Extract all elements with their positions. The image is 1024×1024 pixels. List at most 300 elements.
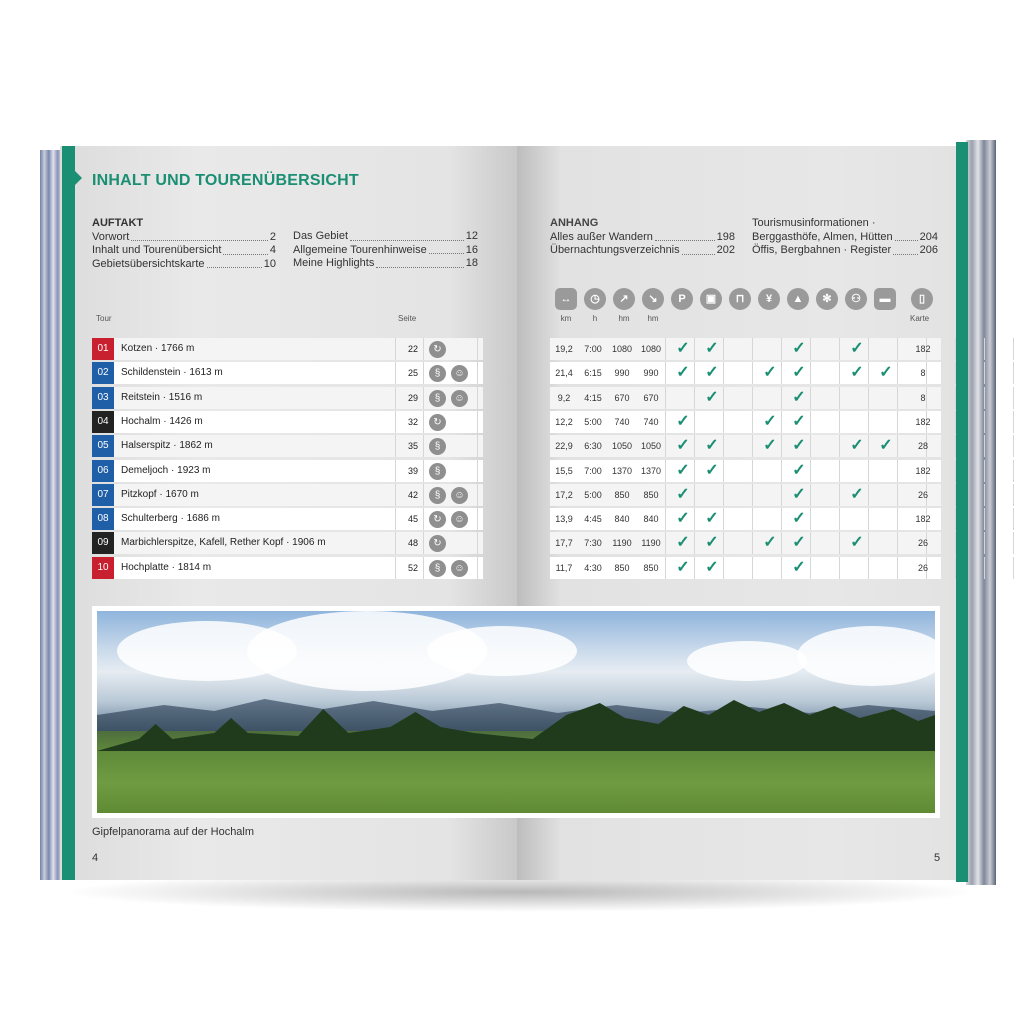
one-way-route-icon: §: [429, 463, 446, 480]
separator: [868, 508, 869, 530]
tour-row-data: [550, 435, 941, 457]
separator: [477, 460, 478, 482]
tour-number-badge: 04: [92, 411, 114, 433]
separator: [781, 557, 782, 579]
ascent-value: 1080: [611, 344, 633, 354]
duration-value: 5:00: [584, 489, 602, 500]
toc-auftakt: [92, 217, 276, 271]
descent-value: 1050: [640, 441, 662, 452]
tour-name: Reitstein · 1516 m: [121, 391, 203, 403]
separator: [897, 387, 898, 409]
page-title: INHALT UND TOURENÜBERSICHT: [92, 172, 359, 189]
separator: [665, 557, 666, 579]
separator: [395, 532, 396, 554]
separator: [752, 387, 753, 409]
separator: [723, 411, 724, 433]
tour-row: [92, 362, 483, 384]
map-icon: ▯: [911, 288, 933, 310]
separator: [781, 508, 782, 530]
check-icon: ✓: [850, 364, 864, 382]
tour-page: 42: [407, 489, 418, 500]
separator: [665, 508, 666, 530]
bike-icon: ⚇: [845, 288, 867, 310]
separator: [1013, 387, 1014, 409]
ascent-value: 1190: [612, 538, 632, 549]
separator: [897, 338, 898, 360]
page-number-right: 5: [934, 852, 941, 864]
toc-entry-title: Alles außer Wandern: [550, 230, 653, 243]
separator: [984, 508, 985, 530]
one-way-route-icon: §: [429, 390, 446, 407]
tour-row: [92, 338, 483, 360]
toc-heading: Tourismusinformationen ·: [752, 217, 876, 229]
tour-row-data: [550, 484, 941, 506]
separator: [752, 532, 753, 554]
toc-auftakt-col2: [293, 230, 478, 271]
separator: [752, 338, 753, 360]
toc-dots: [655, 231, 715, 242]
check-icon: ✓: [705, 437, 719, 455]
restaurant-icon: ¥: [758, 288, 780, 310]
toc-entry-page: 204: [919, 230, 938, 243]
tour-row-data: [550, 411, 941, 433]
ascent-icon: ↗: [613, 288, 635, 310]
toc-entry-page: 10: [263, 257, 276, 270]
separator: [423, 484, 424, 506]
check-icon: ✓: [792, 388, 806, 406]
separator: [955, 387, 956, 409]
check-icon: ✓: [763, 437, 777, 455]
separator: [395, 411, 396, 433]
ascent-value: 1050: [611, 441, 633, 452]
toc-entry: [92, 231, 276, 245]
map-number: 182: [915, 416, 931, 427]
separator: [752, 484, 753, 506]
toc-entry-page: 12: [465, 230, 478, 242]
tour-name: Hochplatte · 1814 m: [121, 561, 212, 573]
separator: [868, 411, 869, 433]
kids-icon: ☺: [451, 365, 468, 382]
check-icon: ✓: [792, 510, 806, 528]
check-icon: ✓: [850, 534, 864, 552]
panorama-photo: [92, 606, 940, 818]
map-number: 182: [915, 465, 931, 476]
book-edge-left: [40, 150, 62, 880]
separator: [984, 362, 985, 384]
tour-page: 25: [407, 368, 418, 379]
kids-icon: ☺: [451, 560, 468, 577]
separator: [665, 484, 666, 506]
separator: [955, 484, 956, 506]
km-value: 21,4: [555, 368, 573, 379]
km-value: 15,5: [555, 465, 573, 476]
unit-label: h: [592, 314, 598, 323]
loop-route-icon: ↻: [429, 511, 446, 528]
separator: [781, 460, 782, 482]
separator: [984, 387, 985, 409]
separator: [839, 338, 840, 360]
separator: [423, 435, 424, 457]
clock-icon: ◷: [584, 288, 606, 310]
separator: [752, 411, 753, 433]
tour-page: 32: [407, 416, 418, 427]
toc-dots: [131, 231, 268, 242]
duration-value: 7:00: [584, 344, 602, 354]
separator: [955, 557, 956, 579]
separator: [781, 338, 782, 360]
check-icon: ✓: [676, 340, 690, 357]
toc-dots: [429, 244, 464, 255]
separator: [955, 508, 956, 530]
tour-number-badge: 10: [92, 557, 114, 579]
map-number: 8: [920, 392, 926, 403]
separator: [955, 532, 956, 554]
toc-entry: [752, 231, 938, 245]
separator: [395, 484, 396, 506]
separator: [477, 508, 478, 530]
toc-dots: [682, 244, 715, 255]
check-icon: ✓: [676, 461, 690, 479]
toc-entry-title: Inhalt und Tourenübersicht: [92, 244, 222, 256]
unit-label: hm: [618, 314, 630, 323]
check-icon: ✓: [763, 412, 777, 430]
check-icon: ✓: [792, 534, 806, 552]
separator: [897, 532, 898, 554]
toc-dots: [223, 244, 267, 255]
separator: [423, 338, 424, 360]
tour-row-data: [550, 508, 941, 530]
check-icon: ✓: [879, 364, 893, 382]
km-value: 22,9: [555, 441, 573, 452]
toc-entry-title: Allgemeine Tourenhinweise: [293, 243, 427, 256]
tour-name: Hochalm · 1426 m: [121, 415, 203, 427]
col-tour-header: Tour: [96, 314, 112, 323]
tour-number-badge: 08: [92, 508, 114, 530]
tour-page: 52: [407, 562, 418, 573]
separator: [839, 435, 840, 457]
separator: [868, 387, 869, 409]
separator: [897, 411, 898, 433]
tour-row: [92, 484, 483, 506]
toc-entry-page: 206: [919, 244, 938, 256]
tour-number-badge: 05: [92, 435, 114, 457]
map-number: 28: [917, 441, 928, 452]
accent-bar-left: [62, 146, 75, 880]
accent-bar-right: [956, 142, 968, 882]
separator: [984, 460, 985, 482]
separator: [1013, 508, 1014, 530]
toc-tourism: [752, 217, 938, 258]
km-value: 17,2: [555, 489, 573, 500]
unit-label: hm: [647, 314, 659, 323]
descent-value: 1190: [641, 538, 661, 549]
separator: [665, 338, 666, 360]
tour-row-data: [550, 460, 941, 482]
toc-dots: [376, 257, 463, 268]
separator: [477, 411, 478, 433]
check-icon: ✓: [850, 340, 864, 357]
parking-icon: P: [671, 288, 693, 310]
map-number: 8: [920, 368, 926, 379]
check-icon: ✓: [705, 388, 719, 406]
toc-entry: [293, 257, 478, 271]
separator: [1013, 411, 1014, 433]
km-value: 17,7: [555, 538, 573, 549]
separator: [1013, 484, 1014, 506]
separator: [395, 508, 396, 530]
separator: [423, 557, 424, 579]
km-value: 11,7: [555, 562, 573, 573]
separator: [752, 557, 753, 579]
loop-route-icon: ↻: [429, 341, 446, 358]
separator: [839, 460, 840, 482]
separator: [752, 435, 753, 457]
separator: [839, 508, 840, 530]
separator: [752, 460, 753, 482]
one-way-route-icon: §: [429, 438, 446, 455]
tour-page: 39: [407, 465, 418, 476]
separator: [839, 532, 840, 554]
map-number: 26: [917, 562, 928, 573]
separator: [423, 411, 424, 433]
toc-heading: ANHANG: [550, 217, 599, 229]
separator: [752, 362, 753, 384]
loop-route-icon: ↻: [429, 535, 446, 552]
check-icon: ✓: [705, 558, 719, 576]
check-icon: ✓: [705, 364, 719, 382]
separator: [897, 557, 898, 579]
separator: [839, 362, 840, 384]
descent-value: 850: [643, 562, 659, 573]
separator: [423, 508, 424, 530]
toc-entry-title: Das Gebiet: [293, 230, 349, 242]
check-icon: ✓: [676, 510, 690, 528]
duration-value: 5:00: [584, 416, 602, 427]
ascent-value: 990: [614, 368, 630, 379]
toc-entry-page: 18: [465, 257, 478, 269]
check-icon: ✓: [792, 485, 806, 503]
check-icon: ✓: [850, 437, 864, 455]
tour-number-badge: 03: [92, 387, 114, 409]
separator: [868, 460, 869, 482]
duration-value: 4:45: [584, 514, 602, 525]
kids-icon: ☺: [451, 390, 468, 407]
separator: [477, 557, 478, 579]
separator: [395, 362, 396, 384]
separator: [665, 435, 666, 457]
tour-name: Pitzkopf · 1670 m: [121, 488, 199, 500]
separator: [477, 338, 478, 360]
separator: [723, 484, 724, 506]
tour-name: Schildenstein · 1613 m: [121, 367, 223, 379]
descent-value: 850: [643, 489, 659, 500]
toc-heading: AUFTAKT: [92, 217, 144, 229]
ascent-value: 740: [614, 416, 630, 427]
tour-number-badge: 01: [92, 338, 114, 360]
photo-caption: Gipfelpanorama auf der Hochalm: [92, 826, 255, 838]
check-icon: ✓: [676, 437, 690, 455]
tour-row: [92, 557, 483, 579]
separator: [897, 460, 898, 482]
tour-number-badge: 07: [92, 484, 114, 506]
km-value: 9,2: [557, 392, 571, 403]
separator: [1013, 435, 1014, 457]
separator: [395, 387, 396, 409]
ascent-value: 850: [614, 489, 630, 500]
toc-entry-title: Öffis, Bergbahnen · Register: [752, 244, 892, 256]
toc-entry-title: Vorwort: [92, 230, 130, 243]
toc-entry: [293, 244, 478, 258]
toc-entry-title: Gebietsübersichtskarte: [92, 257, 205, 270]
separator: [897, 508, 898, 530]
separator: [1013, 338, 1014, 360]
kids-icon: ☺: [451, 487, 468, 504]
toc-dots: [893, 244, 917, 255]
separator: [395, 460, 396, 482]
tour-page: 35: [407, 441, 418, 452]
separator: [395, 435, 396, 457]
separator: [984, 557, 985, 579]
separator: [955, 411, 956, 433]
map-number: 182: [915, 344, 931, 354]
separator: [395, 338, 396, 360]
toc-entry-page: 4: [269, 244, 276, 256]
toc-entry-page: 202: [716, 244, 735, 256]
check-icon: ✓: [879, 437, 893, 455]
separator: [1013, 532, 1014, 554]
check-icon: ✓: [705, 340, 719, 357]
tour-row-data: [550, 338, 941, 360]
check-icon: ✓: [792, 461, 806, 479]
separator: [477, 387, 478, 409]
tour-name: Marbichlerspitze, Kafell, Rether Kopf · 1906 m: [121, 537, 326, 549]
duration-value: 4:15: [584, 392, 602, 403]
tour-page: 22: [407, 344, 418, 354]
tour-row-data: [550, 362, 941, 384]
descent-value: 670: [643, 392, 659, 403]
separator: [423, 362, 424, 384]
toc-entry-title: Übernachtungsverzeichnis: [550, 244, 680, 256]
map-number: 26: [917, 538, 928, 549]
tour-row: [92, 532, 483, 554]
tour-page: 48: [407, 538, 418, 549]
tour-name: Schulterberg · 1686 m: [121, 513, 220, 525]
check-icon: ✓: [792, 558, 806, 576]
separator: [665, 362, 666, 384]
panorama-image: [97, 611, 935, 813]
tour-row: [92, 387, 483, 409]
descent-value: 840: [643, 514, 659, 525]
check-icon: ✓: [792, 364, 806, 382]
winter-icon: ✻: [816, 288, 838, 310]
toc-entry-title: Berggasthöfe, Almen, Hütten: [752, 230, 893, 243]
tour-row-data: [550, 532, 941, 554]
check-icon: ✓: [792, 437, 806, 455]
separator: [477, 362, 478, 384]
loop-route-icon: ↻: [429, 414, 446, 431]
separator: [984, 338, 985, 360]
toc-entry-page: 198: [716, 230, 735, 243]
duration-value: 6:15: [584, 368, 602, 379]
cablecar-icon: ⊓: [729, 288, 751, 310]
separator: [781, 387, 782, 409]
km-value: 13,9: [555, 514, 573, 525]
separator: [897, 484, 898, 506]
check-icon: ✓: [676, 534, 690, 552]
separator: [694, 387, 695, 409]
check-icon: ✓: [676, 558, 690, 576]
separator: [955, 435, 956, 457]
check-icon: ✓: [676, 364, 690, 382]
descent-value: 1370: [640, 465, 662, 476]
separator: [395, 557, 396, 579]
toc-anhang: [550, 217, 735, 258]
descent-value: 740: [643, 416, 659, 427]
toc-entry: [550, 231, 735, 245]
ascent-value: 850: [614, 562, 630, 573]
check-icon: ✓: [676, 412, 690, 430]
hut-icon: ▲: [787, 288, 809, 310]
tour-row: [92, 460, 483, 482]
separator: [868, 557, 869, 579]
separator: [752, 508, 753, 530]
descent-value: 990: [643, 368, 659, 379]
duration-value: 7:00: [584, 465, 602, 476]
separator: [839, 411, 840, 433]
separator: [423, 532, 424, 554]
tour-name: Halserspitz · 1862 m: [121, 440, 213, 452]
tour-page: 29: [407, 392, 418, 403]
separator: [839, 387, 840, 409]
tour-row-data: [550, 387, 941, 409]
duration-value: 6:30: [584, 441, 602, 452]
separator: [781, 484, 782, 506]
bus-icon: ▣: [700, 288, 722, 310]
separator: [984, 411, 985, 433]
distance-icon: ↔: [555, 288, 577, 310]
check-icon: ✓: [705, 461, 719, 479]
separator: [477, 435, 478, 457]
separator: [955, 338, 956, 360]
check-icon: ✓: [705, 534, 719, 552]
separator: [665, 532, 666, 554]
toc-entry: [550, 244, 735, 258]
tour-row: [92, 435, 483, 457]
km-value: 19,2: [555, 344, 573, 354]
train-icon: ▬: [874, 288, 896, 310]
check-icon: ✓: [763, 534, 777, 552]
one-way-route-icon: §: [429, 560, 446, 577]
ascent-value: 670: [614, 392, 630, 403]
separator: [984, 532, 985, 554]
col-karte-header: Karte: [910, 314, 930, 323]
toc-dots: [207, 258, 262, 269]
check-icon: ✓: [763, 364, 777, 382]
separator: [984, 435, 985, 457]
tour-row: [92, 411, 483, 433]
separator: [477, 484, 478, 506]
duration-value: 4:30: [584, 562, 602, 573]
ascent-value: 840: [614, 514, 630, 525]
separator: [1013, 460, 1014, 482]
km-value: 12,2: [555, 416, 573, 427]
map-number: 182: [915, 514, 931, 525]
tour-name: Demeljoch · 1923 m: [121, 464, 211, 476]
check-icon: ✓: [705, 510, 719, 528]
check-icon: ✓: [676, 485, 690, 503]
toc-entry-page: 16: [465, 243, 478, 256]
tour-number-badge: 06: [92, 460, 114, 482]
